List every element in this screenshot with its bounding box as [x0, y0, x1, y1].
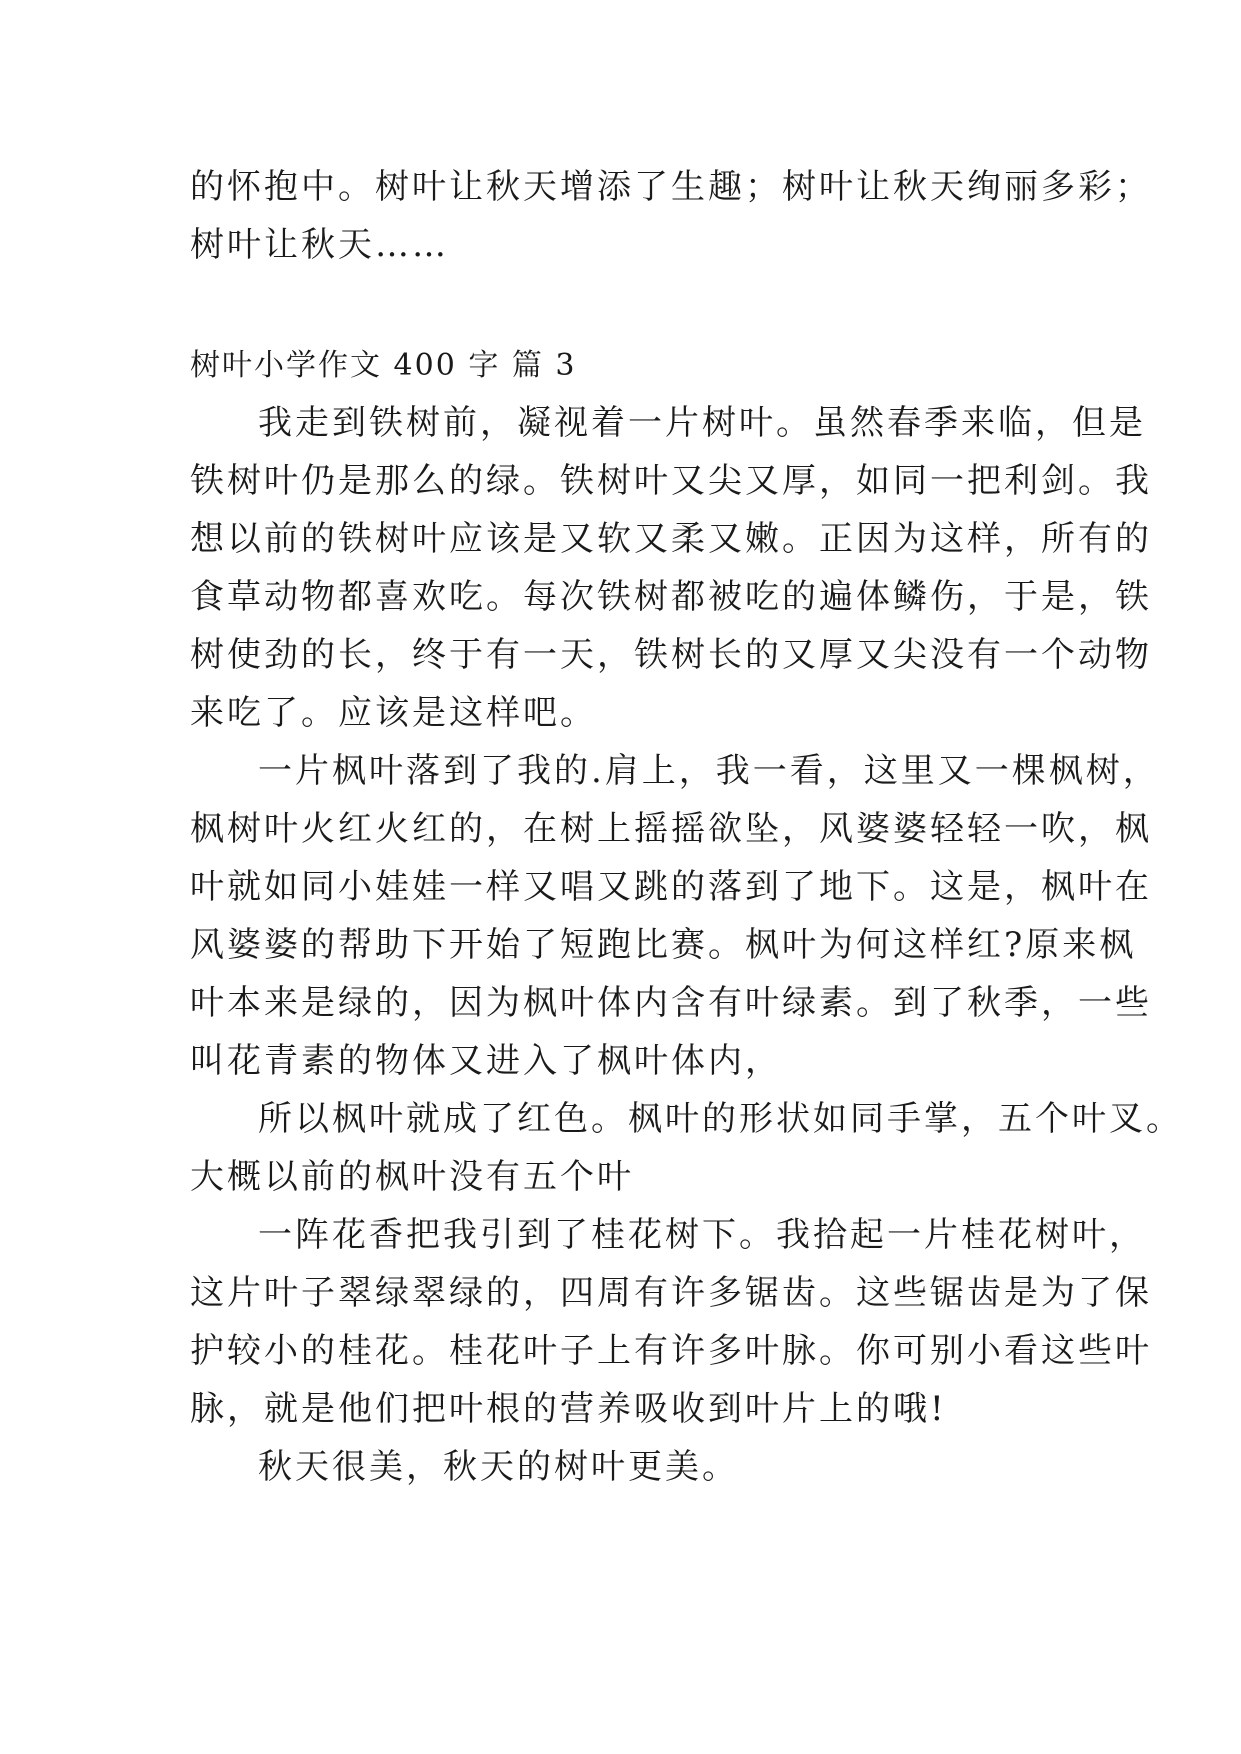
paragraph [190, 394, 1152, 742]
text-line: 叫花青素的物体又进入了枫叶体内， [190, 1041, 782, 1081]
paragraph [190, 1438, 1060, 1496]
text-line: 我走到铁树前，凝视着一片树叶。虽然春季来临，但是 [258, 403, 1146, 443]
section-title: 树叶小学作文 400 字 篇 3 [190, 348, 577, 383]
text-line: 这片叶子翠绿翠绿的，四周有许多锯齿。这些锯齿是为了保 [190, 1273, 1152, 1313]
text-line: 所以枫叶就成了红色。枫叶的形状如同手掌，五个叶叉。 [258, 1099, 1183, 1139]
paragraph [190, 1090, 1183, 1206]
text-line: 树叶让秋天…… [190, 225, 449, 265]
text-line: 枫树叶火红火红的，在树上摇摇欲坠，风婆婆轻轻一吹，枫 [190, 809, 1152, 849]
text-line: 大概以前的枫叶没有五个叶 [190, 1157, 634, 1197]
text-line: 想以前的铁树叶应该是又软又柔又嫩。正因为这样，所有的 [190, 519, 1152, 559]
text-line: 叶本来是绿的，因为枫叶体内含有叶绿素。到了秋季，一些 [190, 983, 1152, 1023]
text-line: 一片枫叶落到了我的.肩上，我一看，这里又一棵枫树， [258, 751, 1160, 791]
text-line: 一阵花香把我引到了桂花树下。我拾起一片桂花树叶， [258, 1215, 1146, 1255]
text-line: 秋天很美，秋天的树叶更美。 [258, 1447, 739, 1487]
text-line: 护较小的桂花。桂花叶子上有许多叶脉。你可别小看这些叶 [190, 1331, 1152, 1371]
paragraph [190, 1206, 1152, 1438]
text-line: 叶就如同小娃娃一样又唱又跳的落到了地下。这是，枫叶在 [190, 867, 1152, 907]
text-line: 脉，就是他们把叶根的营养吸收到叶片上的哦! [190, 1389, 947, 1429]
text-line: 树使劲的长，终于有一天，铁树长的又厚又尖没有一个动物 [190, 635, 1152, 675]
text-line: 的怀抱中。树叶让秋天增添了生趣；树叶让秋天绚丽多彩； [190, 167, 1152, 207]
paragraph [190, 742, 1160, 1090]
text-line: 食草动物都喜欢吃。每次铁树都被吃的遍体鳞伤，于是，铁 [190, 577, 1152, 617]
text-line: 来吃了。应该是这样吧。 [190, 693, 597, 733]
body-text [190, 394, 1183, 1496]
intro-text [190, 158, 1152, 274]
text-line: 风婆婆的帮助下开始了短跑比赛。枫叶为何这样红?原来枫 [190, 925, 1137, 965]
text-line: 铁树叶仍是那么的绿。铁树叶又尖又厚，如同一把利剑。我 [190, 461, 1152, 501]
